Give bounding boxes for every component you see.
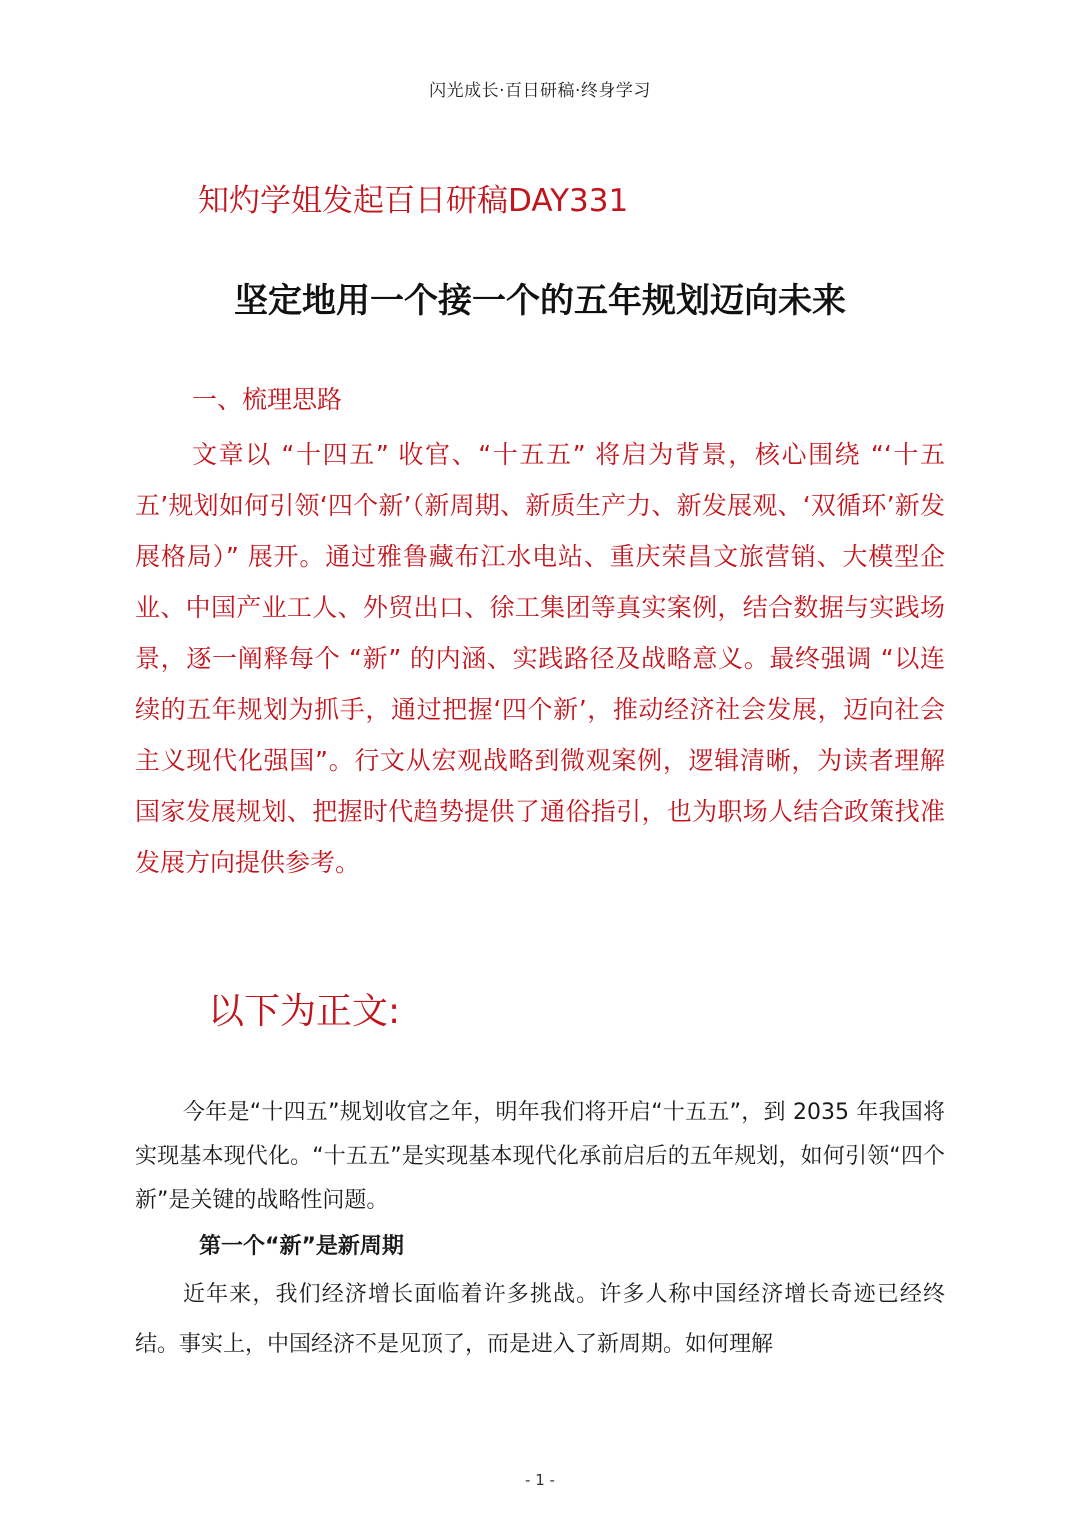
article-body: [135, 1091, 945, 1370]
body-paragraph: 近年来，我们经济增长面临着许多挑战。许多人称中国经济增长奇迹已经终结。事实上，中国经济不是见顶了，而是进入了新周期。如何理解: [135, 1282, 945, 1357]
summary-section: [135, 380, 945, 888]
page-number: - 1 -: [525, 1471, 555, 1489]
article-title: 坚定地用一个接一个的五年规划迈向未来: [234, 281, 846, 321]
summary-paragraph: 文章以 “十四五” 收官、“十五五” 将启为背景，核心围绕 “‘十五五’规划如何引领‘四个新’（新周期、新质生产力、新发展观、‘双循环’新发展格局）” 展开。通过雅鲁藏布江水电站、重庆荣昌文旅营销、大模型企业、中国产业工人、外贸出口、徐工集团等真实案例，结合数据与实践场景，逐一阐释每个 “新” 的内涵、实践路径及战略意义。最终强调 “以连续的五年规划为抓手，通过把握‘四个新’，推动经济社会发展，迈向社会主义现代化强国”。行文从宏观战略到微观案例，逻辑清晰，为读者理解国家发展规划、把握时代趋势提供了通俗指引，也为职场人结合政策找准发展方向提供参考。: [135, 440, 945, 877]
day-title: 知灼学姐发起百日研稿DAY331: [198, 183, 629, 219]
subheading-new-cycle: 第一个“新”是新周期: [199, 1234, 404, 1259]
body-label: 以下为正文:: [208, 991, 401, 1032]
section-heading: 一、梳理思路: [192, 385, 343, 414]
page-header: 闪光成长·百日研稿·终身学习: [429, 81, 651, 101]
intro-paragraph: 今年是“十四五”规划收官之年，明年我们将开启“十五五”，到 2035 年我国将实现基本现代化。“十五五”是实现基本现代化承前启后的五年规划，如何引领“四个新”是关键的战略性问题。: [135, 1100, 945, 1213]
